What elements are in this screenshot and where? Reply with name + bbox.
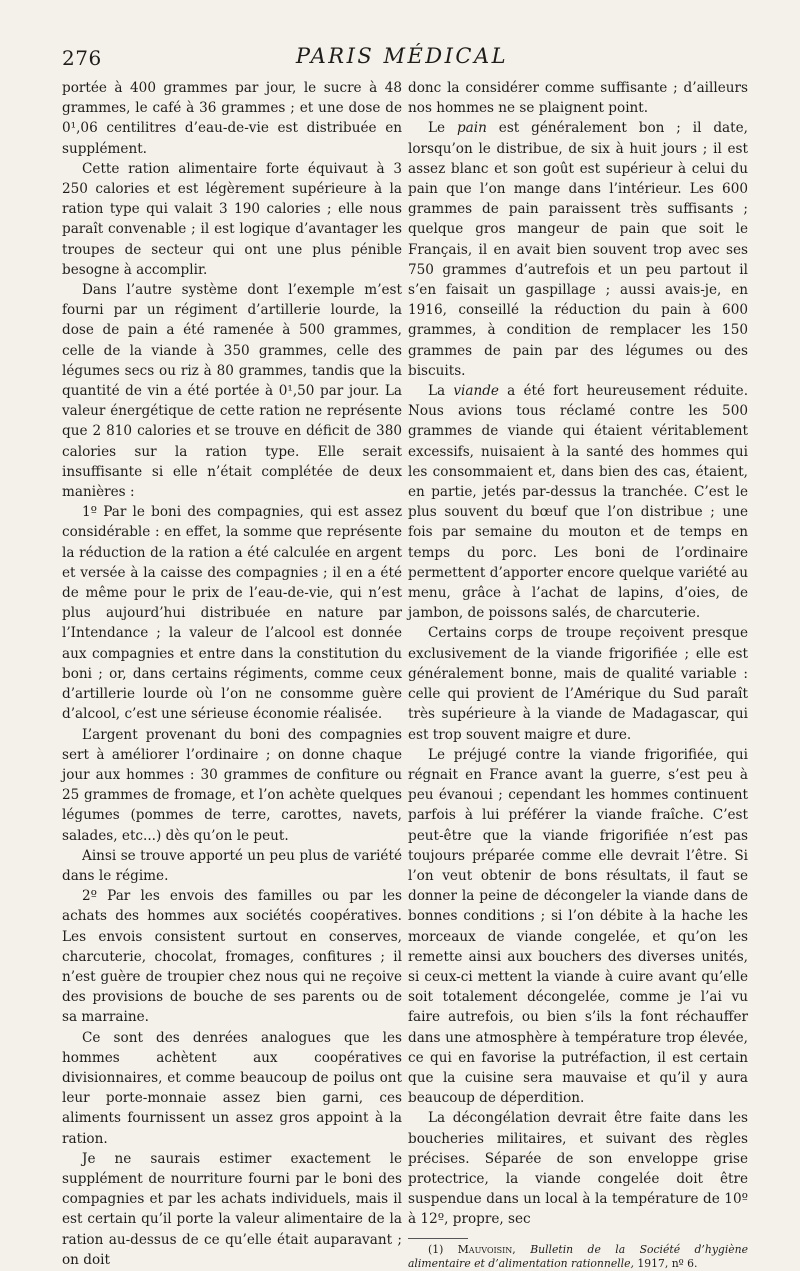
- page-number: 276: [62, 46, 102, 70]
- paragraph-lead: Le: [428, 120, 457, 137]
- paragraph: donc la considérer comme suffisante ; d’ailleurs nos hommes ne se plaignent point.: [408, 80, 748, 117]
- emphasis-pain: pain: [456, 120, 487, 137]
- paragraph: Ce sont des denrées analogues que les hommes achètent aux coopératives divisionnaires, et comme beaucoup de poilus ont leur porte-monnaie assez bien garni, ces aliments fournissent un assez gros appoint à la ration.: [62, 1029, 402, 1147]
- left-column: [62, 78, 402, 1270]
- paragraph: Dans l’autre système dont l’exemple m’est fourni par un régiment d’artillerie lourde, la dose de pain a été ramenée à 500 grammes, celle de la viande à 350 grammes, celle des légumes secs ou riz à 80 grammes, tandis que la quantité de vin a été portée à 0¹,50 par jour. La valeur énergétique de cette ration ne représente que 2 810 calories et se trouve en déficit de 380 calories sur la ration type. Elle serait insuffisante si elle n’était complétée de deux manières :: [62, 282, 402, 501]
- footnote-tail: 1917, nº 6.: [637, 1256, 698, 1270]
- paragraph: La décongélation devrait être faite dans les boucheries militaires, et suivant des règles précises. Séparée de son enveloppe grise protectrice, la viande congelée doit être suspendue dans un local à la température de 10º à 12º, propre, sec: [408, 1110, 748, 1228]
- page-header: [62, 40, 742, 74]
- footnote-divider: [408, 1238, 468, 1239]
- paragraph: 1º Par le boni des compagnies, qui est assez considérable : en effet, la somme que représente la réduction de la ration a été calculée en argent et versée à la caisse des compagnies ; il en a été de même pour le prix de l’eau-de-vie, qui n’est plus aujourd’hui distribuée en nature par l’Intendance ; la valeur de l’alcool est donnée aux compagnies et entre dans la constitution du boni ; or, dans certains régiments, comme ceux d’artillerie lourde où l’on ne consomme guère d’alcool, c’est une sérieuse économie réalisée.: [62, 504, 402, 723]
- paragraph: Certains corps de troupe reçoivent presque exclusivement de la viande frigorifiée ; elle est généralement bonne, mais de qualité variable : celle qui provient de l’Amérique du Sud paraît très supérieure à la viande de Madagascar, qui est trop souvent maigre et dure.: [408, 625, 748, 743]
- paragraph: 2º Par les envois des familles ou par les achats des hommes aux sociétés coopératives. Les envois consistent surtout en conserves, charcuterie, chocolat, fromages, confitures ; il n’est guère de troupier chez nous qui ne reçoive des provisions de bouche de ses parents ou de sa marraine.: [62, 888, 402, 1026]
- footnote: [408, 1243, 748, 1271]
- footnote-marker: (1): [428, 1242, 444, 1256]
- paragraph: portée à 400 grammes par jour, le sucre à 48 grammes, le café à 36 grammes ; et une dose de 0¹,06 centilitres d’eau-de-vie est distribuée en supplément.: [62, 80, 402, 157]
- paragraph-body: a été fort heureusement réduite. Nous avions tous réclamé contre les 500 grammes de viande qui étaient véritablement excessifs, nuisaient à la santé des hommes qui les consommaient et, dans bien des cas, étaient, en partie, jetés par-dessus la tranchée. C’est le plus souvent du bœuf que l’on distribue ; une fois par semaine du mouton et de temps en temps du porc. Les boni de l’ordinaire permettent d’apporter encore quelque variété au menu, grâce à l’achat de lapins, d’oies, de jambon, de poissons salés, de charcuterie.: [408, 383, 749, 622]
- footnote-source: Bulletin de la Société d’hygiène alimentaire et d’alimentation rationnelle,: [408, 1242, 749, 1270]
- right-column: [408, 78, 748, 1271]
- paragraph: Le préjugé contre la viande frigorifiée, qui régnait en France avant la guerre, s’est peu à peu évanoui ; cependant les hommes continuent parfois à lui préférer la viande fraîche. C’est peut-être que la viande frigorifiée n’est pas toujours préparée comme elle devrait l’être. Si l’on veut obtenir de bons résultats, il faut se donner la peine de décongeler la viande dans de bonnes conditions ; si l’on débite à la hache les morceaux de viande congelée, et qu’on les remette ainsi aux bouchers des diverses unités, si ceux-ci mettent la viande à cuire avant qu’elle soit totalement décongelée, comme je l’ai vu faire autrefois, ou bien s’ils la font réchauffer dans une atmosphère à température trop élevée, ce qui en favorise la putréfaction, il est certain que la cuisine sera mauvaise et qu’il y aura beaucoup de déperdition.: [408, 746, 748, 1107]
- footnote-author: Mauvoisin,: [457, 1242, 516, 1256]
- paragraph-lead: La: [428, 383, 454, 400]
- paragraph-body: est généralement bon ; il date, lorsqu’on le distribue, de six à huit jours ; il est assez blanc et son goût est supérieur à celui du pain que l’on mange dans l’intérieur. Les 600 grammes de pain paraissent très suffisants ; quelque gros mangeur de pain que soit le Français, il en avait bien souvent trop avec ses 750 grammes d’autrefois et un peu partout il s’en faisait un gaspillage ; aussi avais-je, en 1916, conseillé la réduction du pain à 600 grammes, à condition de remplacer les 150 grammes de pain par des légumes ou des biscuits.: [408, 120, 748, 379]
- journal-title: PARIS MÉDICAL: [295, 44, 509, 68]
- paragraph-viande: [408, 381, 748, 623]
- paragraph: Cette ration alimentaire forte équivaut à 3 250 calories et est légèrement supérieure à la ration type qui valait 3 190 calories ; elle nous paraît convenable ; il est logique d’avantager les troupes de secteur qui ont une plus pénible besogne à accomplir.: [62, 160, 402, 278]
- emphasis-viande: viande: [453, 383, 499, 400]
- paragraph-pain: [408, 118, 748, 381]
- paragraph: L’argent provenant du boni des compagnies sert à améliorer l’ordinaire ; on donne chaque jour aux hommes : 30 grammes de confiture ou 25 grammes de fromage, et l’on achète quelques légumes (pommes de terre, carottes, navets, salades, etc...) dès qu’on le peut.: [62, 726, 402, 844]
- paragraph: Ainsi se trouve apporté un peu plus de variété dans le régime.: [62, 847, 402, 884]
- paragraph: Je ne saurais estimer exactement le supplément de nourriture fourni par le boni des compagnies et par les achats individuels, mais il est certain qu’il porte la valeur alimentaire de la ration au-dessus de ce qu’elle était auparavant ; on doit: [62, 1150, 402, 1268]
